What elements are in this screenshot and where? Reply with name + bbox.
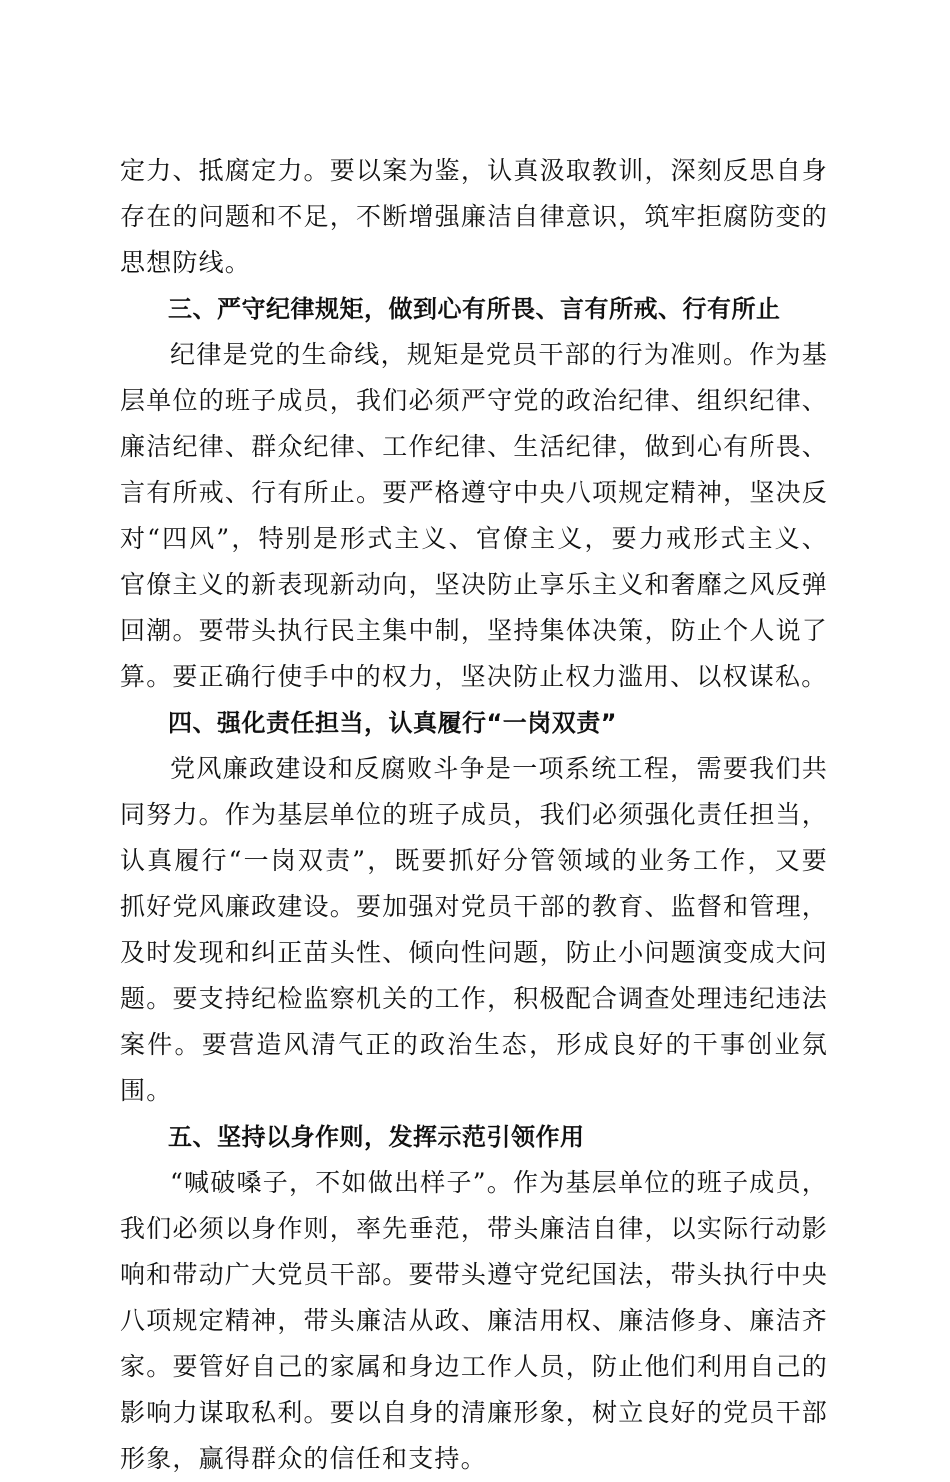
section-heading-5: 五、坚持以身作则，发挥示范引领作用 [168, 1123, 585, 1151]
paragraph-example: “喊破嗓子，不如做出样子”。作为基层单位的班子成员，我们必须以身作则，率先垂范，带头廉洁自律，以实际行动影响和带动广大党员干部。要带头遵守党纪国法，带头执行中央八项规定精神，带头廉洁从政、廉洁用权、廉洁修身、廉洁齐家。要管好自己的家属和身边工作人员，防止他们利用自己的影响力谋取私利。要以自身的清廉形象，树立良好的党员干部形象，赢得群众的信任和支持。 [120, 1168, 828, 1473]
section-heading-3: 三、严守纪律规矩，做到心有所畏、言有所戒、行有所止 [168, 295, 781, 323]
document-body [120, 148, 828, 1482]
paragraph-discipline: 纪律是党的生命线，规矩是党员干部的行为准则。作为基层单位的班子成员，我们必须严守党的政治纪律、组织纪律、廉洁纪律、群众纪律、工作纪律、生活纪律，做到心有所畏、言有所戒、行有所止。要严格遵守中央八项规定精神，坚决反对“四风”，特别是形式主义、官僚主义，要力戒形式主义、官僚主义的新表现新动向，坚决防止享乐主义和奢靡之风反弹回潮。要带头执行民主集中制，坚持集体决策，防止个人说了算。要正确行使手中的权力，坚决防止权力滥用、以权谋私。 [120, 340, 828, 691]
paragraph-continued: 定力、抵腐定力。要以案为鉴，认真汲取教训，深刻反思自身存在的问题和不足，不断增强廉洁自律意识，筑牢拒腐防变的思想防线。 [120, 156, 828, 277]
paragraph-responsibility: 党风廉政建设和反腐败斗争是一项系统工程，需要我们共同努力。作为基层单位的班子成员，我们必须强化责任担当，认真履行“一岗双责”，既要抓好分管领域的业务工作，又要抓好党风廉政建设。要加强对党员干部的教育、监督和管理，及时发现和纠正苗头性、倾向性问题，防止小问题演变成大问题。要支持纪检监察机关的工作，积极配合调查处理违纪违法案件。要营造风清气正的政治生态，形成良好的干事创业氛围。 [120, 754, 828, 1105]
section-heading-4: 四、强化责任担当，认真履行“一岗双责” [168, 709, 618, 737]
